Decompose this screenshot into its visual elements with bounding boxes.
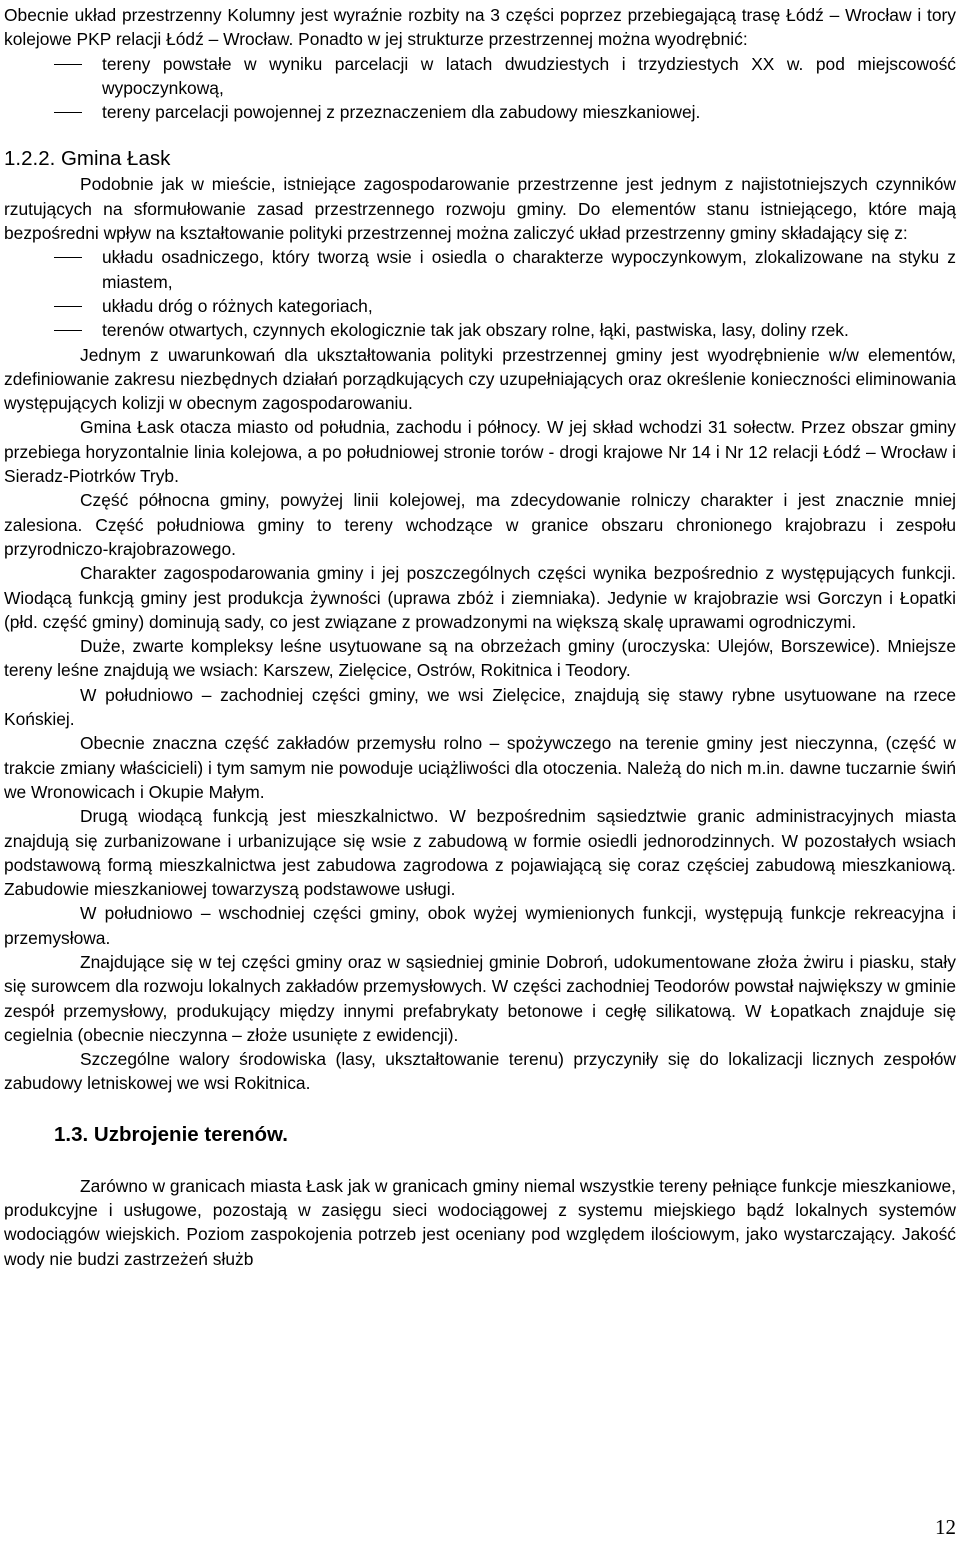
list-item: tereny powstałe w wyniku parcelacji w latach dwudziestych i trzydziestych XX w. pod miejscowość wypoczynkową, <box>4 52 956 101</box>
paragraph: Część północna gminy, powyżej linii kolejowej, ma zdecydowanie rolniczy charakter i jest znacznie mniej zalesiona. Część południowa gminy to tereny wchodzące w granice obszaru chronionego krajobrazu i zespołu przyrodniczo-krajobrazowego. <box>4 490 956 559</box>
paragraph: Charakter zagospodarowania gminy i jej poszczególnych części wynika bezpośrednio z występujących funkcji. Wiodącą funkcją gminy jest produkcja żywności (uprawa zbóż i ziemniaka). Jedynie w krajobrazie wsi Gorczyn i Łopatki (płd. część gminy) dominują sady, co jest związane z prowadzonymi na większą skalę uprawami ogrodniczymi. <box>4 563 956 632</box>
intro-list <box>4 52 956 125</box>
section-heading-gmina-lask: 1.2.2. Gmina Łask <box>4 147 171 171</box>
paragraph: Podobnie jak w mieście, istniejące zagospodarowanie przestrzenne jest jednym z najistotniejszych czynników rzutujących na sformułowanie zasad przestrzennego rozwoju gminy. Do elementów stanu istniejącego, które mają bezpośredni wpływ na kształtowanie polityki przestrzennej można zaliczyć układ przestrzenny gminy składający się z: <box>4 174 956 244</box>
paragraph: Duże, zwarte kompleksy leśne usytuowane są na obrzeżach gminy (uroczyska: Ulejów, Borszewice). Mniejsze tereny leśne znajdują we wsiach: Karszew, Zielęcice, Ostrów, Rokitnica i Teodory. <box>4 636 956 681</box>
list-item: terenów otwartych, czynnych ekologicznie tak jak obszary rolne, łąki, pastwiska, lasy, doliny rzek. <box>4 318 956 342</box>
paragraph: Szczególne walory środowiska (lasy, ukształtowanie terenu) przyczyniły się do lokalizacji licznych zespołów zabudowy letniskowej we wsi Rokitnica. <box>4 1049 956 1094</box>
spatial-elements-list <box>4 245 956 342</box>
page-number: 12 <box>935 1515 956 1539</box>
section-heading-uzbrojenie: 1.3. Uzbrojenie terenów. <box>54 1122 288 1146</box>
paragraph: Drugą wiodącą funkcją jest mieszkalnictwo. W bezpośrednim sąsiedztwie granic administracyjnych miasta znajdują się zurbanizowane i urbanizujące się wsie z zabudową w formie osiedli jednorodzinnych. W pozostałych wsiach podstawową formą mieszkalnictwa jest zabudowa zagrodowa z pojawiającą się coraz częściej zabudową mieszkaniową. Zabudowie mieszkaniowej towarzyszą podstawowe usługi. <box>4 806 956 900</box>
paragraph: Gmina Łask otacza miasto od południa, zachodu i północy. W jej skład wchodzi 31 sołectw. Przez obszar gminy przebiega horyzontalnie linia kolejowa, a po południowej stronie torów - drogi krajowe Nr 14 i Nr 12 relacji Łódź – Wrocław i Sieradz-Piotrków Tryb. <box>4 417 956 487</box>
paragraph: W południowo – wschodniej części gminy, obok wyżej wymienionych funkcji, występują funkcje rekreacyjna i przemysłowa. <box>4 903 956 948</box>
paragraph: W południowo – zachodniej części gminy, we wsi Zielęcice, znajdują się stawy rybne usytuowane na rzece Końskiej. <box>4 684 956 730</box>
paragraph: Jednym z uwarunkowań dla ukształtowania polityki przestrzennej gminy jest wyodrębnienie w/w elementów, zdefiniowanie zakresu niezbędnych działań porządkujących czy uzupełniających oraz określenie konieczności eliminowania występujących kolizji w obecnym zagospodarowaniu. <box>4 344 956 414</box>
paragraph: Znajdujące się w tej części gminy oraz w sąsiedniej gminie Dobroń, udokumentowane złoża żwiru i piasku, stały się surowcem dla rozwoju lokalnych zakładów przemysłowych. W części zachodniej Teodorów powstał największy w gminie zespół przemysłowy, produkujący między innymi prefabrykaty betonowe i cegłę silikatową. W Łopatkach znajduje się cegielnia (obecnie nieczynna – złoże usunięte z ewidencji). <box>4 951 956 1045</box>
list-item: układu dróg o różnych kategoriach, <box>4 294 956 318</box>
list-item: układu osadniczego, który tworzą wsie i osiedla o charakterze wypoczynkowym, zlokalizowane na styku z miastem, <box>4 245 956 294</box>
document-page <box>4 3 956 1271</box>
intro-paragraph: Obecnie układ przestrzenny Kolumny jest wyraźnie rozbity na 3 części poprzez przebiegającą trasę Łódź – Wrocław i tory kolejowe PKP relacji Łódź – Wrocław. Ponadto w jej strukturze przestrzennej można wyodrębnić: <box>4 5 956 50</box>
paragraph: Obecnie znaczna część zakładów przemysłu rolno – spożywczego na terenie gminy jest nieczynna, (część w trakcie zmiany właścicieli) i tym samym nie powoduje uciążliwości dla otoczenia. Należą do nich m.in. dawne tuczarnie świń we Wronowicach i Okupie Małym. <box>4 733 956 802</box>
paragraph: Zarówno w granicach miasta Łask jak w granicach gminy niemal wszystkie tereny pełniące funkcje mieszkaniowe, produkcyjne i usługowe, pozostają w zasięgu sieci wodociągowej z systemu miejskiego bądź lokalnych systemów wodociągów wiejskich. Poziom zaspokojenia potrzeb jest oceniany pod względem ilościowym, jako wystarczający. Jakość wody nie budzi zastrzeżeń służb <box>4 1175 956 1269</box>
list-item: tereny parcelacji powojennej z przeznaczeniem dla zabudowy mieszkaniowej. <box>4 100 956 124</box>
